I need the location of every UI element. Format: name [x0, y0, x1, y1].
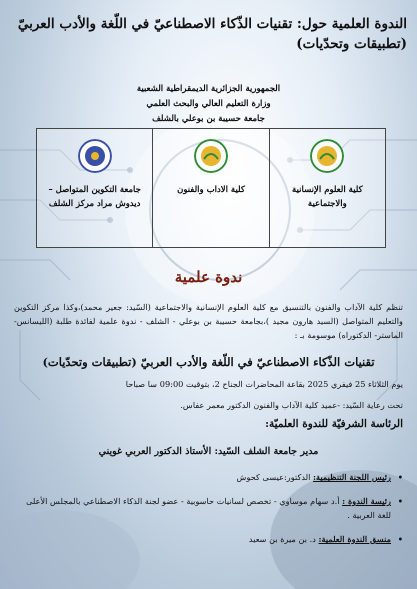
- ufc-logo-icon: [78, 139, 112, 173]
- logo-cell-humanities: [269, 129, 385, 247]
- logo-label-letters: كلية الاداب والفنون: [177, 185, 245, 195]
- committee-name: الدكتور:عيسى كحوش: [236, 472, 311, 482]
- logo-cell-letters: [152, 129, 268, 247]
- logo-label-ufc: جامعة التكوين المتواصل – ديدوش مراد مركز الشلف: [48, 185, 141, 209]
- committee-role: رئيسة الندوة :: [342, 496, 391, 506]
- committee-name: د. بن ميرة بن سعيد: [248, 534, 316, 544]
- ministry-line: وزارة التعليم العالي والبحث العلمي: [146, 99, 271, 109]
- committee-role: منسق الندوة العلمية:: [318, 534, 391, 544]
- committee-list: [14, 470, 403, 556]
- nadwa-heading: ندوة علمية: [174, 268, 243, 286]
- patronage-line: تحت رعاية السّيد: -عميد كلية الآداب والفنون الدكتور معمر عفاس.: [180, 400, 403, 410]
- university-line: جامعة حسيبة بن بوعلي بالشلف: [152, 114, 265, 124]
- committee-role: رئيس اللجنة التنظيمية:: [313, 472, 391, 482]
- list-item: [14, 494, 403, 522]
- list-item: [14, 532, 403, 546]
- logos-table: [36, 128, 386, 248]
- faculty-letters-logo-icon: [194, 139, 228, 173]
- government-header: [60, 82, 357, 127]
- university-director-line: مدير جامعة الشلف السّيد: الأستاذ الدكتور العربي غويني: [98, 446, 319, 457]
- logo-label-humanities: كلية العلوم الإنسانية والاجتماعية: [292, 185, 363, 209]
- intro-paragraph: تنظم كلية الآداب والفنون بالتنسيق مع كلية العلوم الإنسانية والاجتماعية (السّيد: جعير محمد)،وكذا مركز التكوين والتعليم المتواصل (السيد هارون مجيد )،بجامعة حسيبة بن بوعلي - الشلف - ندوة علمية لفائدة طلبة (الليسانس-الماستر- الدكتوراه) موسومة بـ :: [14, 302, 403, 340]
- logo-cell-ufc: [37, 129, 152, 247]
- date-line: يوم الثلاثاء 25 فيفري 2025 بقاعة المحاضرات الجناح 2، بتوقيت 09:00 سا صباحا: [125, 379, 403, 389]
- republic-line: الجمهورية الجزائرية الديمقراطية الشعبية: [136, 84, 281, 94]
- honorary-presidency-heading: الرئاسة الشرفيّة للندوة العلميّة:: [265, 418, 403, 430]
- seminar-theme: تقنيات الذّكاء الاصطناعيّ في اللّغة والأدب العربيّ (تطبيقات وتحدّيات): [42, 355, 375, 369]
- committee-name: أ.د سهام موساوي - تخصص لسانيات حاسوبية - عضو لجنة الذكاء الاصطناعي بالمجلس الأعلى للغة العربية .: [26, 496, 391, 520]
- list-item: [14, 470, 403, 484]
- faculty-humanities-logo-icon: [310, 139, 344, 173]
- page-title: الندوة العلمية حول: تقنيات الذّكاء الاصطناعيّ في اللّغة والأدب العربيّ (تطبيقات وتحدّيات): [17, 16, 407, 52]
